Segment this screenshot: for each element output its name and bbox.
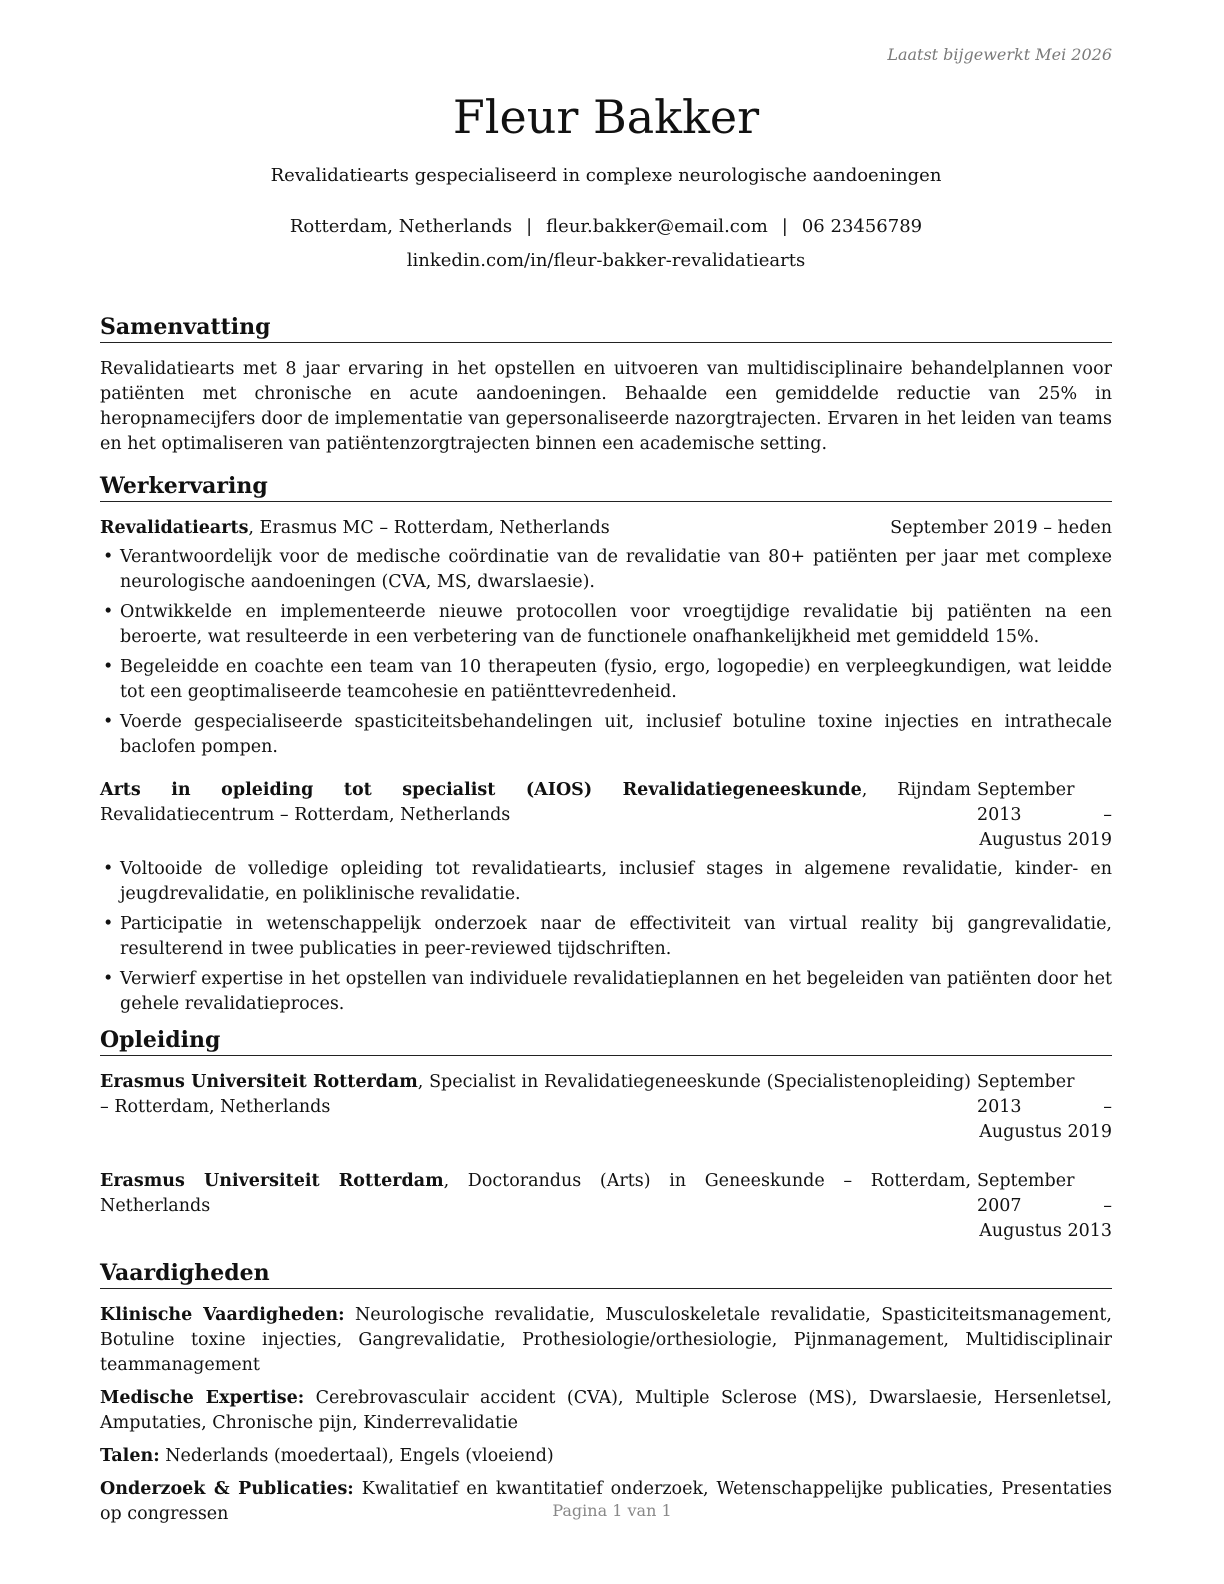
degree: , Doctorandus (Arts) in Geneeskunde – Rotterdam, Netherlands: [100, 1171, 972, 1216]
education-entry: [100, 1070, 1112, 1145]
skill-label: Klinische Vaardigheden:: [100, 1305, 345, 1325]
job-org: , Rijndam Revalidatiecentrum – Rotterdam, Netherlands: [100, 780, 971, 825]
job-entry: [100, 516, 1112, 760]
bullet-icon: •: [103, 657, 114, 677]
contact-line: [100, 214, 1112, 240]
skill-label: Medische Expertise:: [100, 1388, 305, 1408]
skill-list: Kwalitatief en kwantitatief onderzoek, Wetenschappelijke publicaties, Presentaties op congressen: [100, 1479, 1113, 1524]
bullet-icon: •: [103, 712, 114, 732]
phone: 06 23456789: [801, 216, 923, 237]
job-role: Arts in opleiding tot specialist (AIOS) Revalidatiegeneeskunde: [100, 780, 862, 800]
location: Rotterdam, Netherlands: [289, 216, 513, 237]
list-item: • Verwierf expertise in het opstellen van individuele revalidatieplannen en het begeleiden van patiënten door het gehele revalidatieproces.: [103, 969, 1112, 1014]
section-title-summary: Samenvatting: [100, 314, 1112, 343]
bullet-icon: •: [103, 602, 114, 622]
list-item: • Verantwoordelijk voor de medische coördinatie van de revalidatie van 80+ patiënten per jaar met complexe neurologische aandoeningen (CVA, MS, dwarslaesie).: [103, 547, 1112, 592]
school-name: Erasmus Universiteit Rotterdam: [100, 1171, 444, 1191]
education-entry: [100, 1169, 1112, 1244]
job-dates: September 2019 – heden: [890, 518, 1112, 538]
skill-list: Neurologische revalidatie, Musculoskeletale revalidatie, Spasticiteitsmanagement, Botuline toxine injecties, Gangrevalidatie, Prothesiologie/orthesiologie, Pijnmanagement, Multidisciplinair teammanagement: [100, 1305, 1112, 1375]
skill-group: [100, 1303, 1112, 1378]
education-dates: September 2013 – Augustus 2019: [977, 1072, 1112, 1142]
section-title-skills: Vaardigheden: [100, 1260, 1112, 1289]
list-item: • Participatie in wetenschappelijk onderzoek naar de effectiviteit van virtual reality bij gangrevalidatie, resulterend in twee publicaties in peer-reviewed tijdschriften.: [103, 914, 1112, 959]
separator: |: [526, 216, 533, 237]
email-link[interactable]: fleur.bakker@email.com: [546, 216, 768, 237]
job-org: , Erasmus MC – Rotterdam, Netherlands: [248, 518, 610, 538]
skill-label: Onderzoek & Publicaties:: [100, 1479, 354, 1499]
summary-text: Revalidatiearts met 8 jaar ervaring in het opstellen en uitvoeren van multidisciplinaire behandelplannen voor patiënten met chronische en acute aandoeningen. Behaalde een gemiddelde reductie van 25% in heropnamecijfers door de implementatie van gepersonaliseerde nazorgtrajecten. Ervaren in het leiden van teams en het optimaliseren van patiëntenzorgtrajecten binnen een academische setting.: [100, 359, 1112, 454]
list-item: • Begeleidde en coachte een team van 10 therapeuten (fysio, ergo, logopedie) en verpleegkundigen, wat leidde tot een geoptimaliseerde teamcohesie en patiënttevredenheid.: [103, 657, 1112, 702]
linkedin-link[interactable]: linkedin.com/in/fleur-bakker-revalidatiearts: [406, 250, 806, 271]
job-header: [100, 778, 1112, 853]
bullet-icon: •: [103, 547, 114, 567]
bullet-icon: •: [103, 914, 114, 934]
separator: |: [781, 216, 788, 237]
list-item: • Ontwikkelde en implementeerde nieuwe protocollen voor vroegtijdige revalidatie bij patiënten na een beroerte, wat resulteerde in een verbetering van de functionele onafhankelijkheid met gemiddeld 15%.: [103, 602, 1112, 647]
job-dates: September 2013 – Augustus 2019: [977, 780, 1112, 850]
skill-label: Talen:: [100, 1446, 160, 1466]
list-item: • Voltooide de volledige opleiding tot revalidatiearts, inclusief stages in algemene revalidatie, kinder- en jeugdrevalidatie, en poliklinische revalidatie.: [103, 859, 1112, 904]
education-section: [100, 1027, 1112, 1244]
candidate-name: Fleur Bakker: [452, 90, 760, 144]
job-role: Revalidatiearts: [100, 518, 249, 538]
section-title-experience: Werkervaring: [100, 473, 1112, 502]
skill-list: Nederlands (moedertaal), Engels (vloeiend): [159, 1446, 554, 1466]
bullet-icon: •: [103, 859, 114, 879]
job-entry: [100, 778, 1112, 1017]
degree: , Specialist in Revalidatiegeneeskunde (Specialistenopleiding) – Rotterdam, Netherlands: [100, 1072, 971, 1117]
summary-section: [100, 314, 1112, 457]
section-title-education: Opleiding: [100, 1027, 1112, 1056]
education-dates: September 2007 – Augustus 2013: [977, 1171, 1112, 1241]
skill-group: [100, 1444, 1112, 1469]
experience-section: [100, 473, 1112, 1017]
skill-group: [100, 1386, 1112, 1436]
skills-section: [100, 1260, 1112, 1527]
job-header: [100, 516, 1112, 541]
school-name: Erasmus Universiteit Rotterdam: [100, 1072, 418, 1092]
job-bullets: [100, 857, 1112, 1017]
bullet-icon: •: [103, 969, 114, 989]
list-item: • Voerde gespecialiseerde spasticiteitsbehandelingen uit, inclusief botuline toxine injecties en intrathecale baclofen pompen.: [103, 712, 1112, 757]
job-bullets: [100, 545, 1112, 760]
page-number: Pagina 1 van 1: [552, 1501, 672, 1520]
last-updated: Laatst bijgewerkt Mei 2026: [887, 45, 1112, 64]
tagline: Revalidatiearts gespecialiseerd in complexe neurologische aandoeningen: [270, 165, 942, 186]
skill-list: Cerebrovasculair accident (CVA), Multiple Sclerose (MS), Dwarslaesie, Hersenletsel, Amputaties, Chronische pijn, Kinderrevalidatie: [100, 1388, 1112, 1433]
